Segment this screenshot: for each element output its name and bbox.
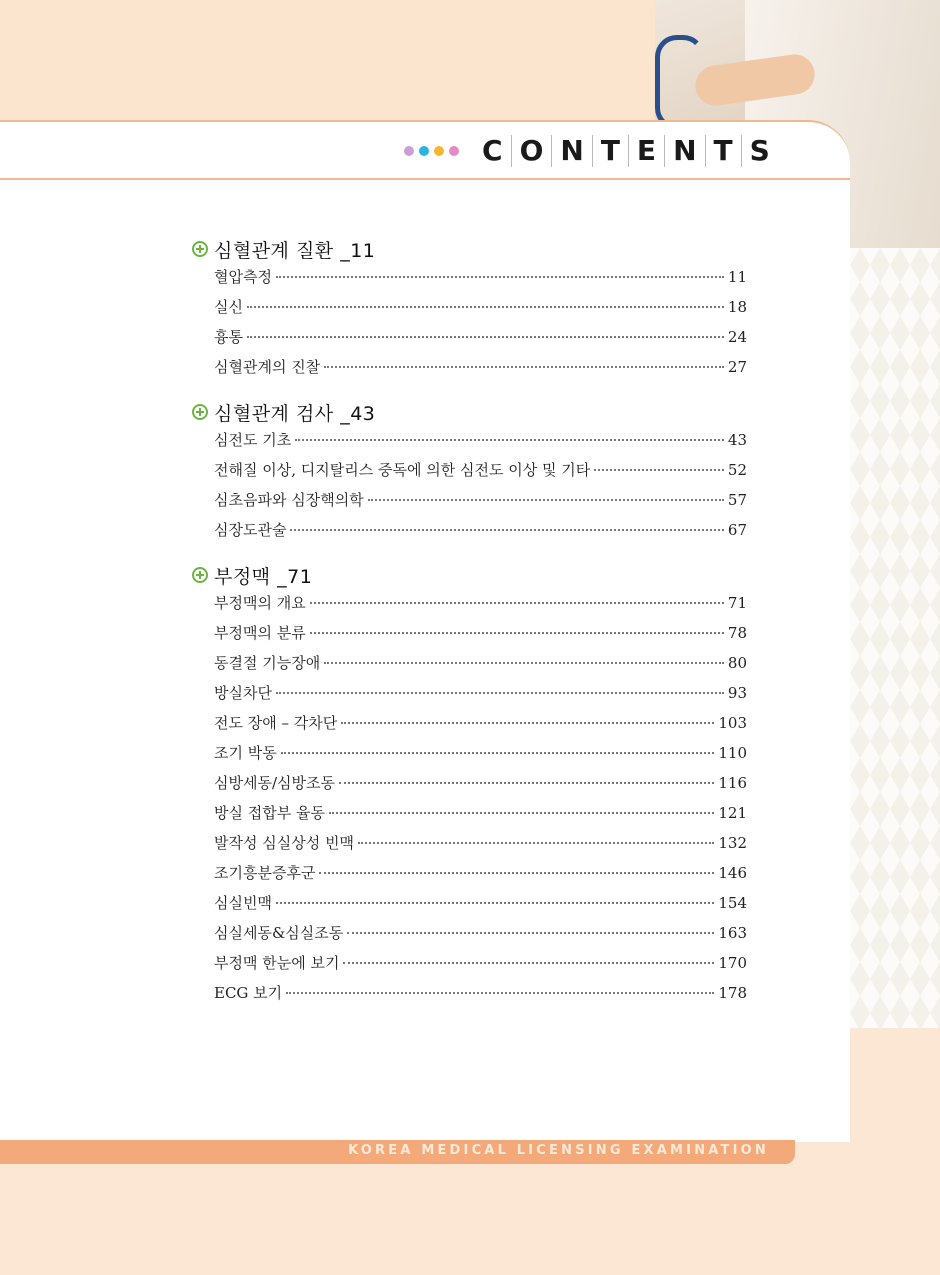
title-letter: N bbox=[664, 135, 704, 167]
entry-page: 103 bbox=[718, 714, 747, 732]
entry-page: 110 bbox=[718, 744, 747, 762]
section-title: 심혈관계 검사 _43 bbox=[214, 402, 376, 425]
entry-page: 146 bbox=[718, 864, 747, 882]
entry-title: 심실세동&심실조동 bbox=[214, 924, 344, 942]
dot-3 bbox=[434, 146, 444, 156]
title-letter: O bbox=[511, 135, 552, 167]
entry-title: 조기 박동 bbox=[214, 744, 277, 762]
dot-leader bbox=[343, 962, 714, 964]
toc-entry[interactable] bbox=[192, 326, 747, 356]
title-letter: T bbox=[592, 135, 628, 167]
entry-page: 116 bbox=[718, 774, 747, 792]
plus-circle-icon bbox=[192, 404, 208, 420]
footer-text: KOREA MEDICAL LICENSING EXAMINATION bbox=[348, 1143, 769, 1158]
entry-page: 163 bbox=[718, 924, 747, 942]
entry-title: 방실 접합부 율동 bbox=[214, 804, 325, 822]
entry-page: 80 bbox=[727, 654, 747, 672]
toc-entry[interactable] bbox=[192, 922, 747, 952]
dot-4 bbox=[449, 146, 459, 156]
dot-2 bbox=[419, 146, 429, 156]
stethoscope-icon bbox=[655, 35, 705, 130]
toc-entry[interactable] bbox=[192, 982, 747, 1012]
toc-entry[interactable] bbox=[192, 772, 747, 802]
toc-entry[interactable] bbox=[192, 429, 747, 459]
entry-title: 방실차단 bbox=[214, 684, 272, 702]
toc-entry[interactable] bbox=[192, 592, 747, 622]
toc-entry[interactable] bbox=[192, 356, 747, 386]
toc-entry[interactable] bbox=[192, 832, 747, 862]
title-letter: E bbox=[628, 135, 664, 167]
table-of-contents bbox=[192, 232, 747, 1021]
section-title: 부정맥 _71 bbox=[214, 565, 313, 588]
entry-page: 52 bbox=[727, 461, 747, 479]
toc-entry[interactable] bbox=[192, 489, 747, 519]
toc-section-cardiovascular-tests bbox=[192, 395, 747, 549]
dot-leader bbox=[324, 366, 724, 368]
entry-page: 57 bbox=[727, 491, 747, 509]
entry-page: 11 bbox=[727, 268, 747, 286]
dot-leader bbox=[286, 992, 714, 994]
dot-leader bbox=[324, 662, 724, 664]
entry-page: 170 bbox=[718, 954, 747, 972]
section-title: 심혈관계 질환 _11 bbox=[214, 239, 376, 262]
entry-title: 심장도관술 bbox=[214, 521, 287, 539]
entry-page: 67 bbox=[727, 521, 747, 539]
title-letter: T bbox=[705, 135, 741, 167]
entry-title: 부정맥의 개요 bbox=[214, 594, 306, 612]
dot-leader bbox=[290, 529, 723, 531]
footer-band bbox=[0, 1140, 795, 1164]
dot-leader bbox=[276, 692, 724, 694]
entry-page: 178 bbox=[718, 984, 747, 1002]
dot-leader bbox=[368, 499, 724, 501]
entry-title: ECG 보기 bbox=[214, 984, 283, 1002]
entry-page: 78 bbox=[727, 624, 747, 642]
entry-title: 전해질 이상, 디지탈리스 중독에 의한 심전도 이상 및 기타 bbox=[214, 461, 591, 479]
entry-title: 동결절 기능장애 bbox=[214, 654, 321, 672]
dot-leader bbox=[341, 722, 714, 724]
entry-page: 71 bbox=[727, 594, 747, 612]
toc-entry[interactable] bbox=[192, 952, 747, 982]
toc-entry[interactable] bbox=[192, 622, 747, 652]
toc-entry[interactable] bbox=[192, 519, 747, 549]
toc-section-cardiovascular-disease bbox=[192, 232, 747, 386]
entry-title: 흉통 bbox=[214, 328, 243, 346]
title-letter: S bbox=[741, 135, 778, 167]
toc-entry[interactable] bbox=[192, 892, 747, 922]
dot-leader bbox=[339, 782, 714, 784]
entry-title: 조기흥분증후군 bbox=[214, 864, 316, 882]
dot-leader bbox=[247, 336, 724, 338]
plus-circle-icon bbox=[192, 567, 208, 583]
plus-circle-icon bbox=[192, 241, 208, 257]
toc-entry[interactable] bbox=[192, 712, 747, 742]
toc-entry[interactable] bbox=[192, 296, 747, 326]
dot-leader bbox=[281, 752, 715, 754]
toc-entry[interactable] bbox=[192, 459, 747, 489]
entry-page: 121 bbox=[718, 804, 747, 822]
dot-leader bbox=[247, 306, 724, 308]
dot-leader bbox=[319, 872, 714, 874]
entry-title: 심초음파와 심장핵의학 bbox=[214, 491, 364, 509]
dot-leader bbox=[295, 439, 724, 441]
dot-leader bbox=[310, 632, 724, 634]
entry-page: 18 bbox=[727, 298, 747, 316]
entry-title: 부정맥의 분류 bbox=[214, 624, 306, 642]
entry-title: 심실빈맥 bbox=[214, 894, 272, 912]
dot-leader bbox=[594, 469, 724, 471]
toc-entry[interactable] bbox=[192, 266, 747, 296]
title-letter: N bbox=[551, 135, 591, 167]
entry-page: 43 bbox=[727, 431, 747, 449]
entry-title: 심전도 기초 bbox=[214, 431, 292, 449]
entry-title: 전도 장애 – 각차단 bbox=[214, 714, 338, 732]
entry-title: 심혈관계의 진찰 bbox=[214, 358, 321, 376]
entry-page: 24 bbox=[727, 328, 747, 346]
title-divider bbox=[0, 178, 850, 180]
toc-entry[interactable] bbox=[192, 862, 747, 892]
entry-title: 부정맥 한눈에 보기 bbox=[214, 954, 340, 972]
entry-page: 93 bbox=[727, 684, 747, 702]
section-heading[interactable] bbox=[192, 395, 747, 429]
entry-title: 심방세동/심방조동 bbox=[214, 774, 335, 792]
entry-page: 27 bbox=[727, 358, 747, 376]
entry-page: 154 bbox=[718, 894, 747, 912]
toc-entry[interactable] bbox=[192, 802, 747, 832]
dot-1 bbox=[404, 146, 414, 156]
dot-leader bbox=[347, 932, 714, 934]
entry-title: 혈압측정 bbox=[214, 268, 272, 286]
title-letter: C bbox=[482, 134, 503, 167]
toc-entry[interactable] bbox=[192, 682, 747, 712]
dot-leader bbox=[310, 602, 724, 604]
dot-leader bbox=[358, 842, 714, 844]
entry-title: 실신 bbox=[214, 298, 243, 316]
toc-section-arrhythmia bbox=[192, 558, 747, 1012]
dot-leader bbox=[329, 812, 714, 814]
section-heading[interactable] bbox=[192, 558, 747, 592]
dot-leader bbox=[276, 902, 714, 904]
contents-heading bbox=[404, 134, 778, 168]
toc-entry[interactable] bbox=[192, 742, 747, 772]
entry-page: 132 bbox=[718, 834, 747, 852]
entry-title: 발작성 심실상성 빈맥 bbox=[214, 834, 354, 852]
section-heading[interactable] bbox=[192, 232, 747, 266]
page-title bbox=[482, 135, 778, 167]
toc-entry[interactable] bbox=[192, 652, 747, 682]
pattern-strip bbox=[850, 248, 940, 1028]
dot-leader bbox=[276, 276, 724, 278]
